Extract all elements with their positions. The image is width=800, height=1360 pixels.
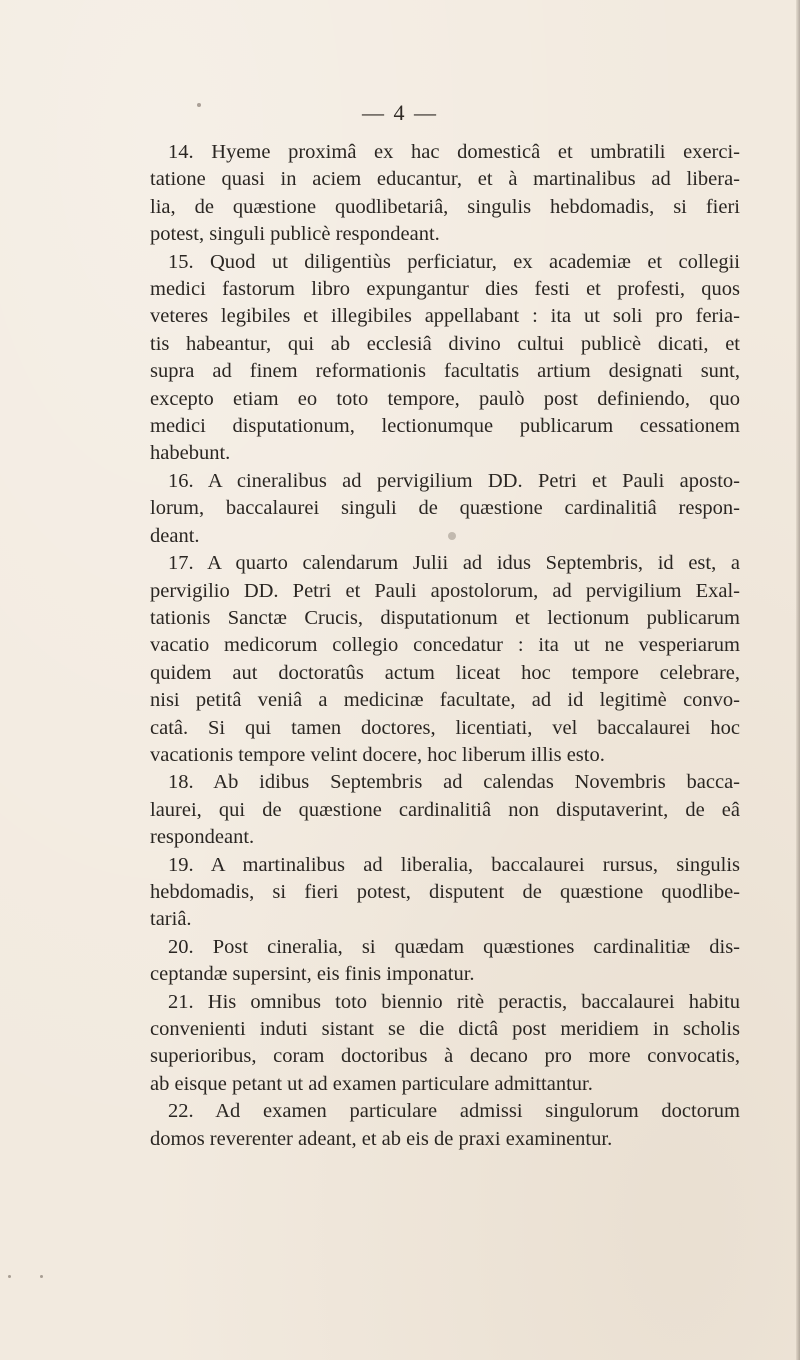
text-line: medici disputationum, lectionumque publicarum cessationem bbox=[150, 415, 740, 438]
paper-speck bbox=[8, 1275, 11, 1278]
page-number: — 4 — bbox=[362, 100, 438, 125]
text-line: catâ. Si qui tamen doctores, licentiati, vel baccalaurei hoc bbox=[150, 716, 740, 739]
text-line: laurei, qui de quæstione cardinalitiâ non disputaverint, de eâ bbox=[150, 798, 740, 821]
text-line: tis habeantur, qui ab ecclesiâ divino cultui publicè dicati, et bbox=[150, 332, 740, 355]
text-line: tariâ. bbox=[150, 908, 192, 931]
text-line: 21. His omnibus toto biennio ritè peractis, baccalaurei habitu bbox=[168, 990, 740, 1013]
text-line: lorum, baccalaurei singuli de quæstione cardinalitiâ respon- bbox=[150, 497, 740, 520]
paragraph-22 bbox=[150, 1098, 740, 1153]
text-line: nisi petitâ veniâ a medicinæ facultate, ad id legitimè convo- bbox=[150, 689, 740, 712]
text-line: superioribus, coram doctoribus à decano pro more convocatis, bbox=[150, 1045, 740, 1068]
text-line: ceptandæ supersint, eis finis imponatur. bbox=[150, 963, 475, 986]
text-line: excepto etiam eo toto tempore, paulò post definiendo, quo bbox=[150, 387, 740, 410]
text-line: hebdomadis, si fieri potest, disputent de quæstione quodlibe- bbox=[150, 880, 740, 903]
text-line: 17. A quarto calendarum Julii ad idus Septembris, id est, a bbox=[168, 552, 740, 575]
text-line: 15. Quod ut diligentiùs perficiatur, ex academiæ et collegii bbox=[168, 250, 740, 273]
text-line: veteres legibiles et illegibiles appellabant : ita ut soli pro feria- bbox=[150, 305, 740, 328]
text-line: 20. Post cineralia, si quædam quæstiones cardinalitiæ dis- bbox=[168, 935, 740, 958]
paragraph-17 bbox=[150, 550, 740, 769]
text-line: tatione quasi in aciem educantur, et à martinalibus ad libera- bbox=[150, 168, 740, 191]
paragraph-14 bbox=[150, 139, 740, 249]
text-line: lia, de quæstione quodlibetariâ, singulis hebdomadis, si fieri bbox=[150, 195, 740, 218]
paragraph-15 bbox=[150, 249, 740, 468]
text-line: vacatio medicorum collegio concedatur : ita ut ne vesperiarum bbox=[150, 634, 740, 657]
paragraph-18 bbox=[150, 769, 740, 851]
text-line: 22. Ad examen particulare admissi singulorum doctorum bbox=[168, 1100, 740, 1123]
text-line: 16. A cineralibus ad pervigilium DD. Petri et Pauli aposto- bbox=[168, 469, 740, 492]
text-line: quidem aut doctoratûs actum liceat hoc tempore celebrare, bbox=[150, 661, 740, 684]
text-line: 14. Hyeme proximâ ex hac domesticâ et umbratili exerci- bbox=[168, 141, 740, 163]
text-line: respondeant. bbox=[150, 826, 255, 849]
page-edge-shadow bbox=[796, 0, 800, 1360]
text-line: supra ad finem reformationis facultatis artium designati sunt, bbox=[150, 360, 740, 383]
text-line: convenienti induti sistant se die dictâ post meridiem in scholis bbox=[150, 1018, 740, 1040]
body-text bbox=[150, 139, 740, 1153]
text-line: tationis Sanctæ Crucis, disputationum et lectionum publicarum bbox=[150, 606, 740, 629]
paragraph-21 bbox=[150, 989, 740, 1099]
text-line: deant. bbox=[150, 524, 200, 547]
text-line: vacationis tempore velint docere, hoc liberum illis esto. bbox=[150, 743, 605, 766]
text-line: potest, singuli publicè respondeant. bbox=[150, 223, 440, 246]
text-line: 18. Ab idibus Septembris ad calendas Novembris bacca- bbox=[168, 771, 740, 794]
paper-speck bbox=[40, 1275, 43, 1278]
text-line: habebunt. bbox=[150, 442, 231, 465]
paragraph-16 bbox=[150, 468, 740, 550]
text-line: pervigilio DD. Petri et Pauli apostolorum, ad pervigilium Exal- bbox=[150, 579, 740, 602]
text-line: ab eisque petant ut ad examen particulare admittantur. bbox=[150, 1072, 593, 1095]
text-line: medici fastorum libro expungantur dies festi et profesti, quos bbox=[150, 278, 740, 301]
paragraph-19 bbox=[150, 852, 740, 934]
text-line: domos reverenter adeant, et ab eis de praxi examinentur. bbox=[150, 1127, 613, 1150]
text-line: 19. A martinalibus ad liberalia, baccalaurei rursus, singulis bbox=[168, 853, 740, 876]
paragraph-20 bbox=[150, 934, 740, 989]
